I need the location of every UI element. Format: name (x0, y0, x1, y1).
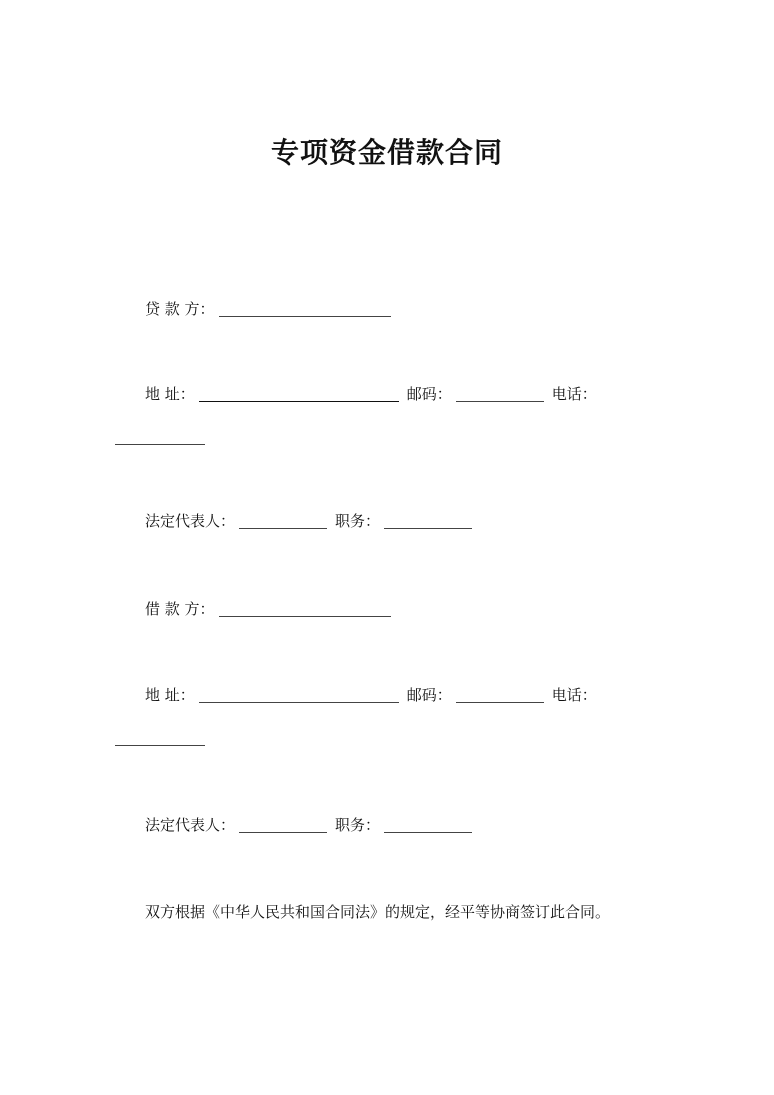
borrower-address-label: 地 址： (145, 686, 195, 704)
lender-address-line (145, 383, 597, 405)
lender-rep-blank[interactable] (239, 512, 327, 529)
borrower-rep-label: 法定代表人： (145, 816, 236, 834)
borrower-rep-blank[interactable] (239, 816, 327, 833)
borrower-postcode-label: 邮码： (406, 686, 452, 704)
lender-address-label: 地 址： (145, 385, 195, 403)
borrower-rep-line (145, 814, 476, 836)
borrower-phone-blank[interactable] (115, 745, 205, 746)
lender-rep-label: 法定代表人： (145, 512, 236, 530)
lender-line (145, 298, 395, 320)
lender-phone-label: 电话： (551, 385, 597, 403)
preamble-paragraph: 双方根据《中华人民共和国合同法》的规定，经平等协商签订此合同。 (145, 903, 611, 921)
borrower-label: 借 款 方： (145, 600, 215, 618)
borrower-address-line (145, 684, 597, 706)
borrower-address-blank[interactable] (199, 686, 399, 703)
document-title: 专项资金借款合同 (270, 136, 503, 169)
lender-label: 贷 款 方： (145, 300, 215, 318)
lender-rep-line (145, 510, 476, 532)
lender-phone-blank[interactable] (115, 444, 205, 445)
lender-name-blank[interactable] (219, 300, 391, 317)
lender-address-blank[interactable] (199, 385, 399, 402)
borrower-postcode-blank[interactable] (456, 686, 544, 703)
lender-position-blank[interactable] (384, 512, 472, 529)
borrower-phone-label: 电话： (551, 686, 597, 704)
borrower-position-blank[interactable] (384, 816, 472, 833)
borrower-line (145, 598, 395, 620)
borrower-position-label: 职务： (335, 816, 381, 834)
lender-postcode-label: 邮码： (406, 385, 452, 403)
borrower-name-blank[interactable] (219, 600, 391, 617)
lender-postcode-blank[interactable] (456, 385, 544, 402)
lender-position-label: 职务： (335, 512, 381, 530)
